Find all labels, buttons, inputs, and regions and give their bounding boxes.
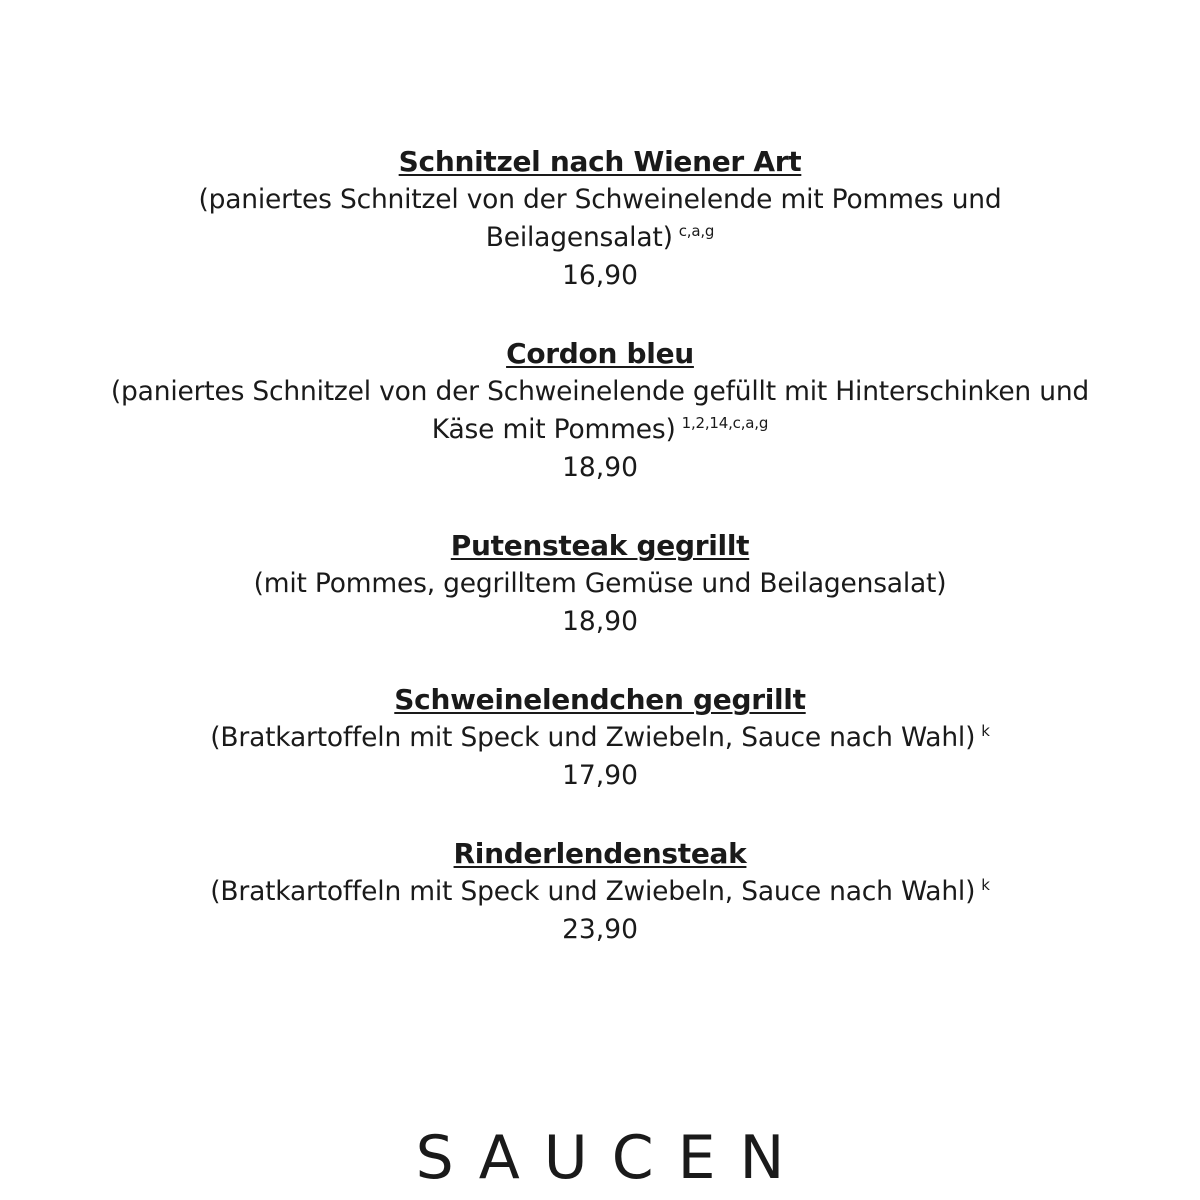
menu-item <box>0 143 1200 295</box>
menu-item-allergens: k <box>981 876 990 895</box>
menu-item-description <box>110 181 1090 257</box>
menu-item-name: Schnitzel nach Wiener Art <box>398 145 802 178</box>
menu-item-name: Putensteak gegrillt <box>450 529 750 562</box>
menu-item-price: 18,90 <box>562 606 638 637</box>
section-heading-saucen: SAUCEN <box>415 1123 809 1193</box>
menu-item-price: 23,90 <box>562 914 638 945</box>
menu-item <box>0 527 1200 641</box>
menu-list <box>0 143 1200 989</box>
menu-item-description-text: (paniertes Schnitzel von der Schweinelende gefüllt mit Hinterschinken und Käse mit Pommes) <box>110 376 1090 445</box>
menu-item-description-text: (mit Pommes, gegrilltem Gemüse und Beilagensalat) <box>253 568 947 599</box>
menu-item-name: Cordon bleu <box>506 337 694 370</box>
menu-item-description-text: (Bratkartoffeln mit Speck und Zwiebeln, Sauce nach Wahl) <box>210 722 976 753</box>
menu-item-name: Schweinelendchen gegrillt <box>394 683 806 716</box>
menu-item-name: Rinderlendensteak <box>453 837 747 870</box>
menu-item-description <box>110 873 1090 911</box>
menu-item-allergens: k <box>981 722 990 741</box>
menu-item-allergens: c,a,g <box>678 222 715 241</box>
menu-item <box>0 681 1200 795</box>
menu-item-price: 17,90 <box>562 760 638 791</box>
menu-item-price: 18,90 <box>562 452 638 483</box>
menu-item-description <box>110 719 1090 757</box>
menu-item-description-text: (Bratkartoffeln mit Speck und Zwiebeln, Sauce nach Wahl) <box>210 876 976 907</box>
menu-item-allergens: 1,2,14,c,a,g <box>681 414 769 433</box>
menu-item <box>0 335 1200 487</box>
menu-item-description-text: (paniertes Schnitzel von der Schweinelende mit Pommes und Beilagensalat) <box>198 184 1002 253</box>
menu-item-description <box>110 565 1090 603</box>
menu-item-price: 16,90 <box>562 260 638 291</box>
menu-item-description <box>110 373 1090 449</box>
menu-item <box>0 835 1200 949</box>
